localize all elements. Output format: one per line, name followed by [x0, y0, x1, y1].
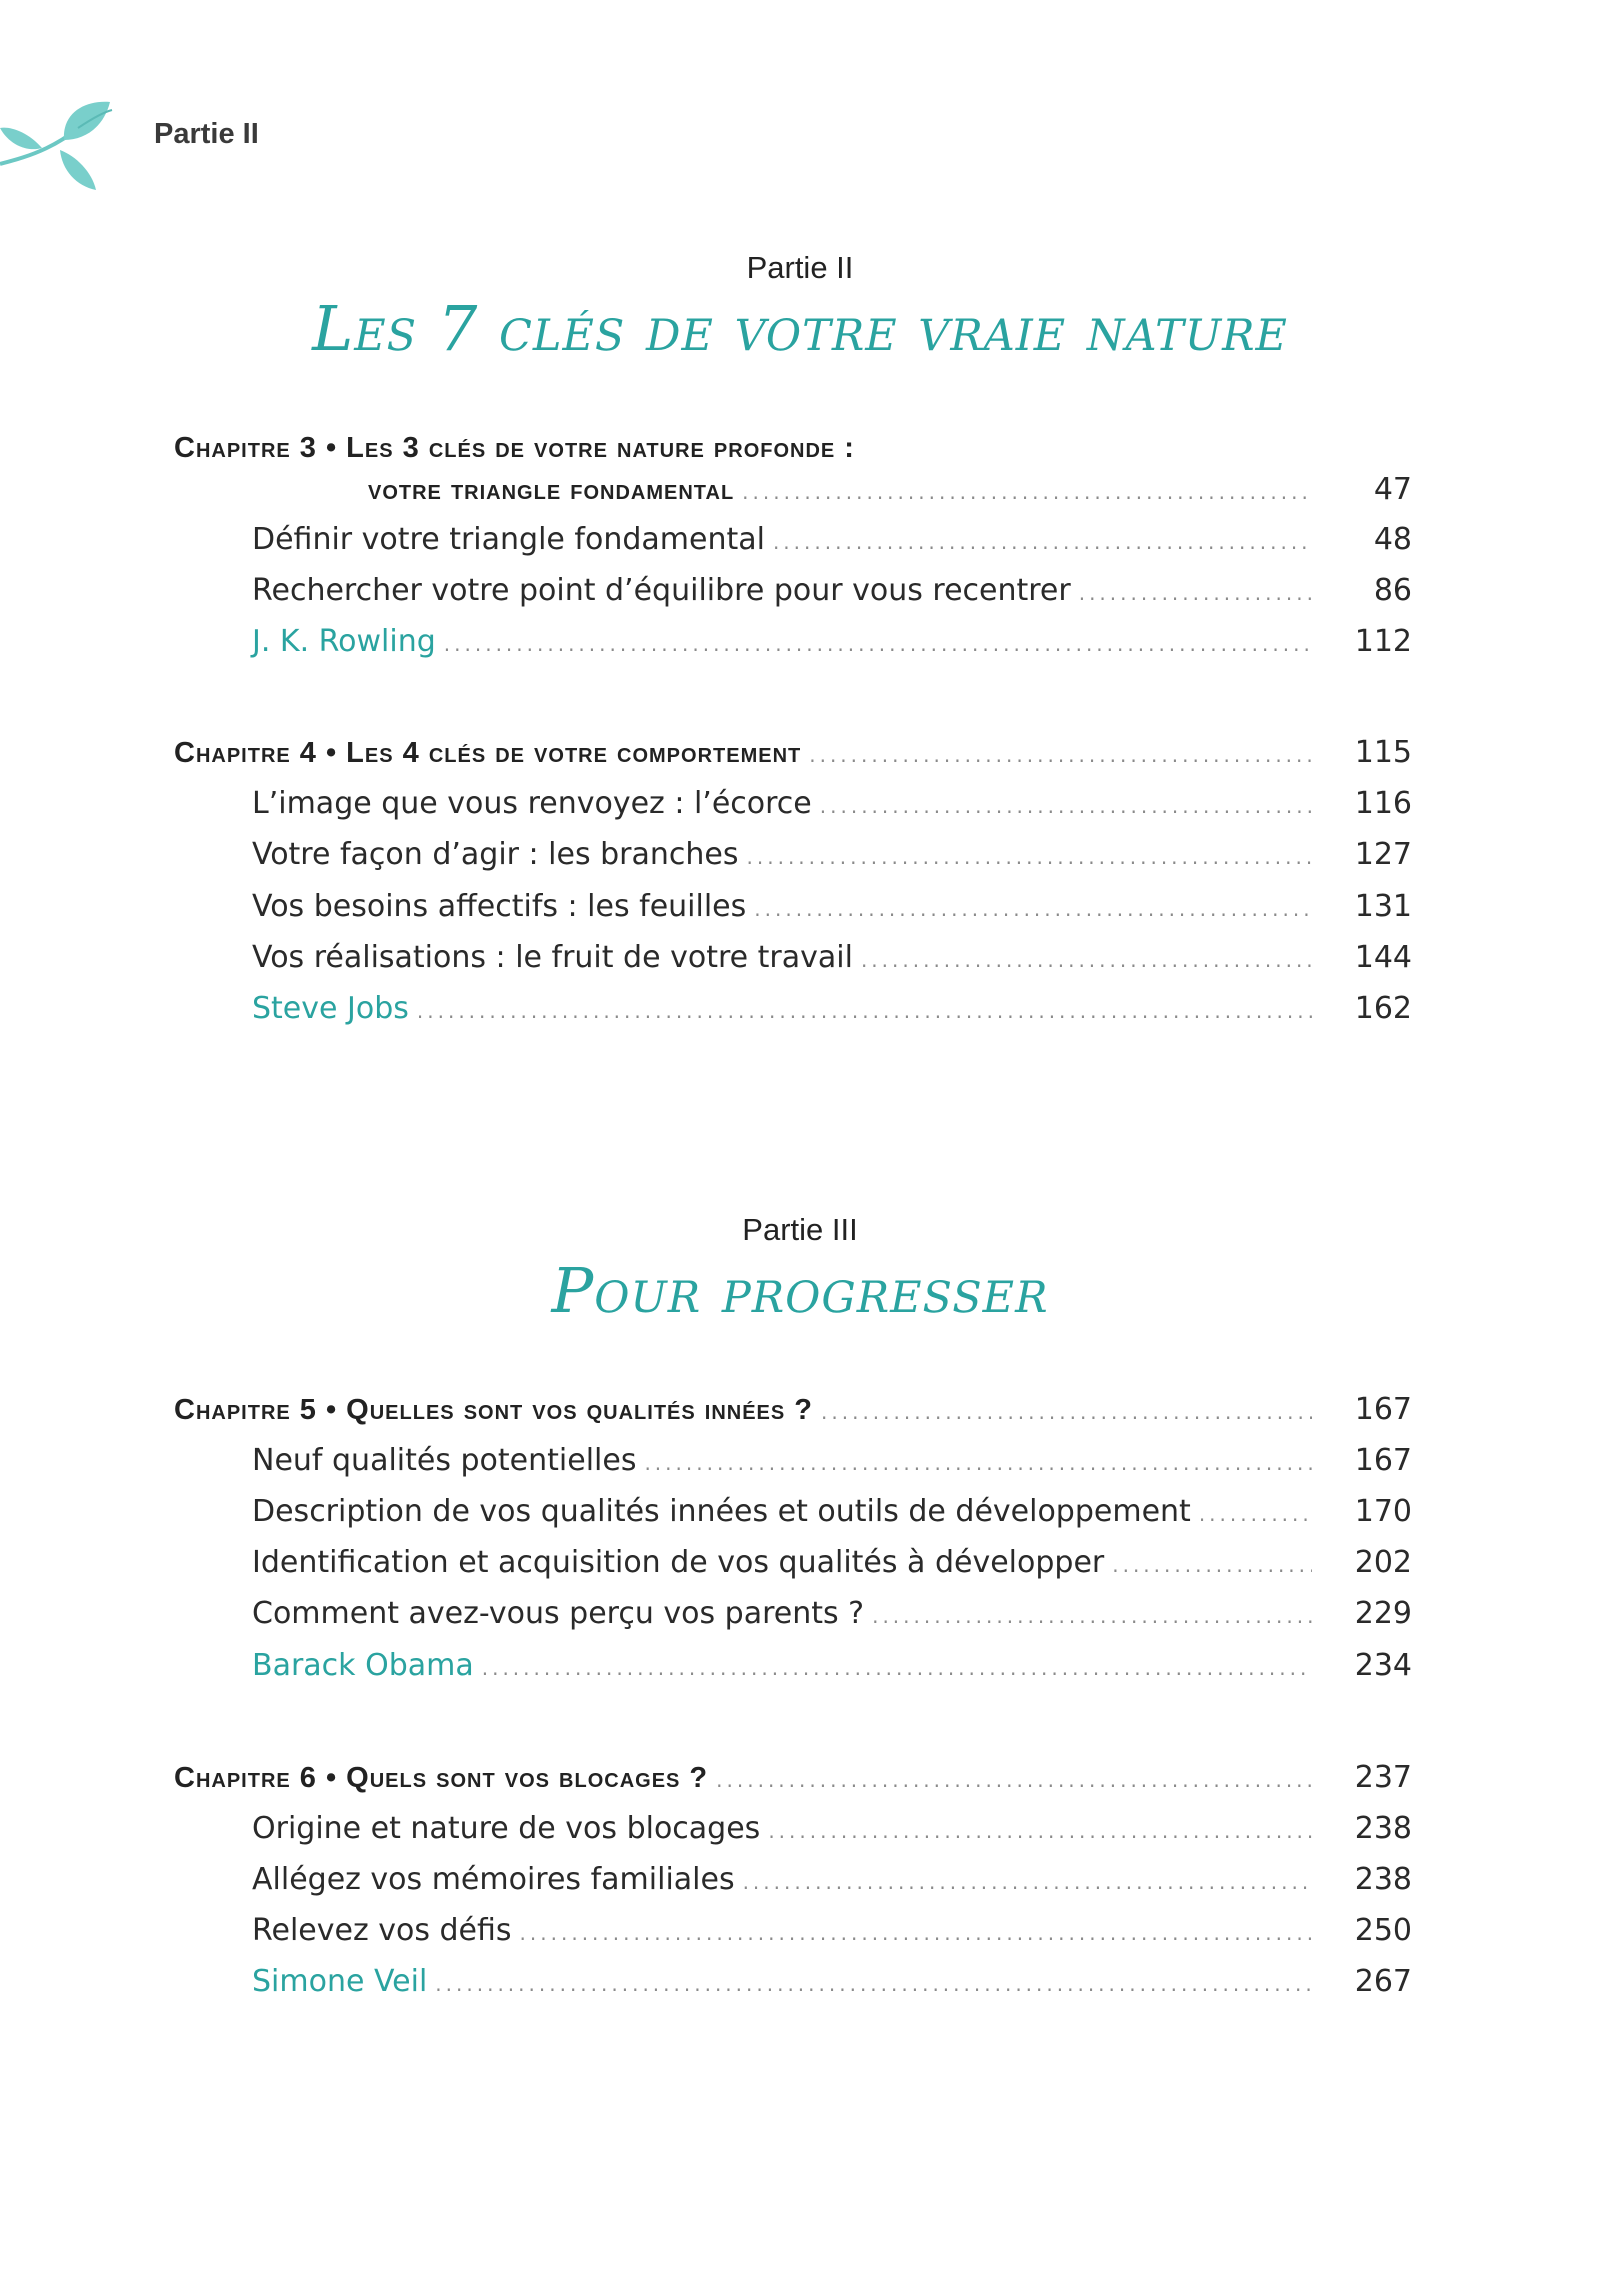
leader-dots	[768, 1819, 1312, 1843]
leader-dots	[743, 1870, 1312, 1894]
entry-label: Vos besoins affectifs : les feuilles	[252, 889, 747, 924]
part-label: Partie III	[742, 1212, 858, 1247]
toc-entry[interactable]	[252, 1811, 1412, 1857]
page-number: 116	[1354, 786, 1412, 821]
entry-label: Allégez vos mémoires familiales	[252, 1862, 735, 1897]
toc-entry[interactable]	[252, 573, 1412, 619]
page-number: 131	[1354, 889, 1412, 924]
chapter-heading-continued: votre triangle fondamental	[368, 474, 735, 506]
page-number: 234	[1354, 1648, 1412, 1683]
leader-dots	[747, 845, 1312, 869]
chapter-heading: Chapitre 4 • Les 4 clés de votre comportement	[174, 737, 802, 769]
page-number: 167	[1354, 1443, 1412, 1478]
toc-entry-portrait[interactable]	[252, 991, 1412, 1037]
page-number: 144	[1354, 940, 1412, 975]
entry-label: L’image que vous renvoyez : l’écorce	[252, 786, 812, 821]
toc-entry[interactable]	[252, 1862, 1412, 1908]
leader-dots	[716, 1768, 1312, 1792]
page-number: 112	[1354, 624, 1412, 659]
page-number: 47	[1373, 472, 1412, 507]
page-number: 238	[1354, 1862, 1412, 1897]
entry-label: Relevez vos défis	[252, 1913, 512, 1948]
toc-chapter-row[interactable]	[174, 735, 1412, 781]
page-number: 229	[1354, 1596, 1412, 1631]
toc-entry[interactable]	[252, 786, 1412, 832]
page-number: 115	[1354, 735, 1412, 770]
toc-chapter-row[interactable]	[174, 1760, 1412, 1806]
entry-label: Votre façon d’agir : les branches	[252, 837, 739, 872]
leader-dots	[861, 948, 1312, 972]
page-number: 167	[1354, 1392, 1412, 1427]
leader-dots	[444, 632, 1312, 656]
entry-label: Neuf qualités potentielles	[252, 1443, 637, 1478]
entry-label: Identification et acquisition de vos qualités à développer	[252, 1545, 1105, 1580]
leader-dots	[1112, 1553, 1312, 1577]
leader-dots	[1199, 1502, 1312, 1526]
entry-label: Simone Veil	[252, 1964, 428, 1999]
toc-chapter-row[interactable]	[174, 1392, 1412, 1438]
page-number: 86	[1373, 573, 1412, 608]
page-number: 202	[1354, 1545, 1412, 1580]
chapter-heading: Chapitre 5 • Quelles sont vos qualités innées ?	[174, 1394, 814, 1426]
toc-entry[interactable]	[252, 1545, 1412, 1591]
part-title: Pour progresser	[551, 1254, 1049, 1327]
leader-dots	[1079, 581, 1312, 605]
toc-entry-portrait[interactable]	[252, 1648, 1412, 1694]
page-number: 267	[1354, 1964, 1412, 1999]
part-label: Partie II	[746, 250, 854, 285]
entry-label: Steve Jobs	[252, 991, 409, 1026]
toc-entry[interactable]	[252, 522, 1412, 568]
leader-dots	[435, 1972, 1312, 1996]
leader-dots	[482, 1656, 1312, 1680]
toc-entry[interactable]	[252, 1443, 1412, 1489]
chapter-heading: Chapitre 3 • Les 3 clés de votre nature profonde :	[174, 432, 855, 464]
page-number: 48	[1373, 522, 1412, 557]
page-number: 127	[1354, 837, 1412, 872]
toc-entry[interactable]	[252, 1913, 1412, 1959]
entry-label: Vos réalisations : le fruit de votre travail	[252, 940, 853, 975]
entry-label: J. K. Rowling	[252, 624, 436, 659]
leader-dots	[742, 480, 1312, 504]
chapter-heading: Chapitre 6 • Quels sont vos blocages ?	[174, 1762, 709, 1794]
toc-entry[interactable]	[252, 1494, 1412, 1540]
leader-dots	[417, 999, 1312, 1023]
page-number: 162	[1354, 991, 1412, 1026]
toc-entry-portrait[interactable]	[252, 1964, 1412, 2010]
entry-label: Barack Obama	[252, 1648, 474, 1683]
leader-dots	[754, 897, 1312, 921]
toc-entry[interactable]	[252, 889, 1412, 935]
entry-label: Origine et nature de vos blocages	[252, 1811, 761, 1846]
toc-chapter-row[interactable]	[368, 472, 1412, 518]
toc-entry-portrait[interactable]	[252, 624, 1412, 670]
entry-label: Comment avez-vous perçu vos parents ?	[252, 1596, 865, 1631]
page-number: 238	[1354, 1811, 1412, 1846]
entry-label: Rechercher votre point d’équilibre pour vous recentrer	[252, 573, 1071, 608]
toc-entry[interactable]	[252, 940, 1412, 986]
leader-dots	[520, 1921, 1312, 1945]
running-header: Partie II	[154, 118, 259, 150]
toc-entry[interactable]	[252, 1596, 1412, 1642]
leaf-sprig-icon	[0, 92, 120, 192]
entry-label: Description de vos qualités innées et outils de développement	[252, 1494, 1191, 1529]
leader-dots	[644, 1451, 1312, 1475]
entry-label: Définir votre triangle fondamental	[252, 522, 765, 557]
page-number: 250	[1354, 1913, 1412, 1948]
leader-dots	[821, 1400, 1312, 1424]
leader-dots	[809, 743, 1312, 767]
part-title: Les 7 clés de votre vraie nature	[312, 292, 1288, 365]
page-number: 170	[1354, 1494, 1412, 1529]
leader-dots	[773, 530, 1312, 554]
leader-dots	[820, 794, 1312, 818]
toc-entry[interactable]	[252, 837, 1412, 883]
leader-dots	[872, 1604, 1312, 1628]
page-number: 237	[1354, 1760, 1412, 1795]
